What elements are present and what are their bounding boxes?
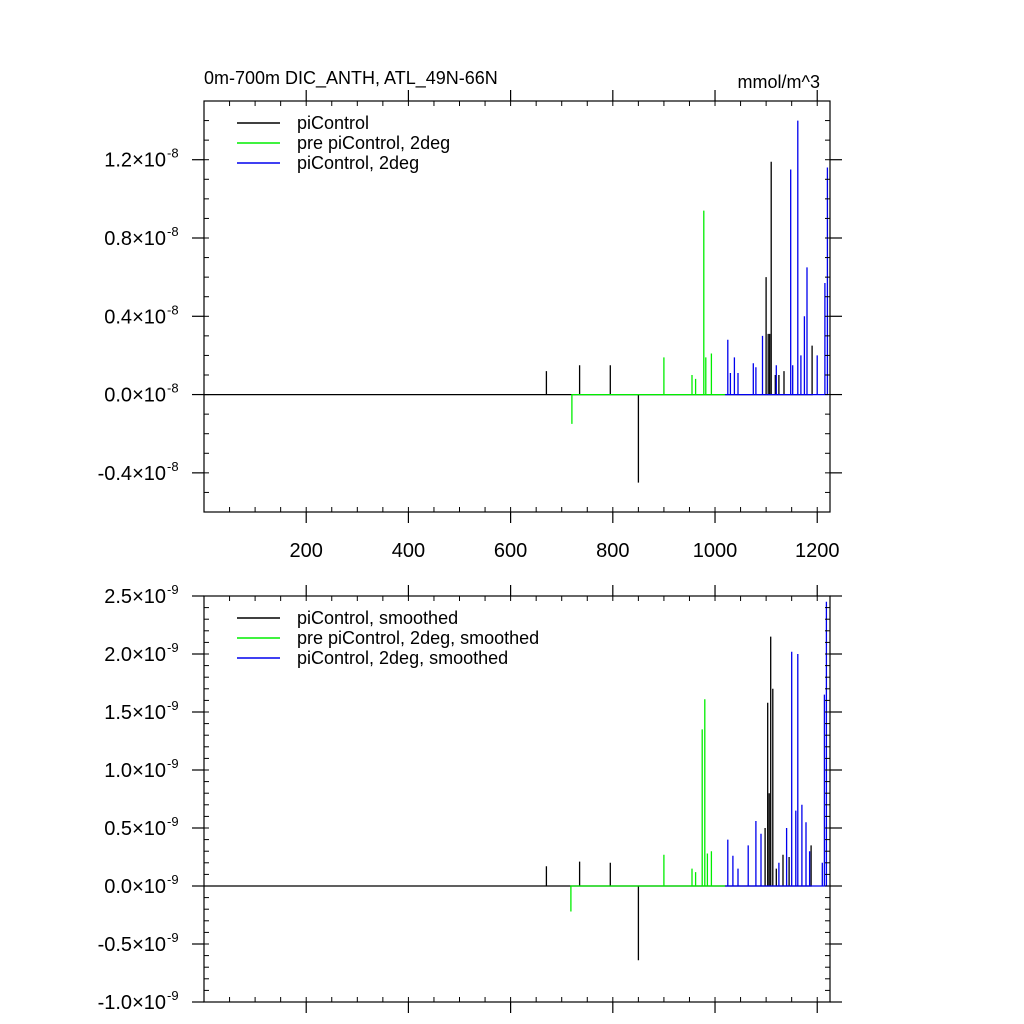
y-tick-exponent: -8 <box>167 224 179 239</box>
y-tick-exponent: -9 <box>167 988 179 1003</box>
chart-units: mmol/m^3 <box>737 72 820 92</box>
y-tick-label: 1.0×10 <box>104 760 166 782</box>
y-tick-label: 2.5×10 <box>104 586 166 608</box>
y-tick-exponent: -9 <box>167 640 179 655</box>
y-tick-label: 2.0×10 <box>104 644 166 666</box>
legend-label: pre piControl, 2deg, smoothed <box>297 628 540 648</box>
y-tick-exponent: -8 <box>167 380 179 396</box>
series-line-1 <box>204 637 811 961</box>
y-tick-label: 0.0×10 <box>104 384 166 407</box>
chart-panel-1 <box>98 68 842 562</box>
chart-title: 0m-700m DIC_ANTH, ATL_49N-66N <box>204 68 498 88</box>
y-tick-exponent: -9 <box>167 814 179 829</box>
y-tick-label: 0.5×10 <box>104 818 166 840</box>
y-tick-exponent: -9 <box>167 872 179 887</box>
legend-label: piControl, 2deg, smoothed <box>297 648 509 668</box>
y-tick-exponent: -9 <box>167 930 179 945</box>
y-tick-exponent: -8 <box>167 145 179 161</box>
y-tick-exponent: -9 <box>167 698 179 713</box>
y-tick-label: -0.4×10 <box>97 462 166 485</box>
y-tick-label: -0.5×10 <box>97 934 166 956</box>
series-line-2 <box>572 211 725 424</box>
series-line-3 <box>725 602 829 886</box>
legend-label: piControl, smoothed <box>297 608 459 628</box>
x-tick-label: 400 <box>391 540 426 562</box>
series-line-3 <box>725 121 828 395</box>
y-tick-exponent: -8 <box>167 458 179 474</box>
y-tick-label: 0.8×10 <box>104 228 166 250</box>
series-line-1 <box>204 162 812 483</box>
x-tick-label: 200 <box>289 540 323 562</box>
series-line-2 <box>571 699 725 911</box>
x-tick-label: 1000 <box>692 540 738 562</box>
x-tick-label: 600 <box>493 540 528 562</box>
legend-label: piControl <box>297 113 370 133</box>
y-tick-label: 0.0×10 <box>104 876 166 898</box>
y-tick-exponent: -9 <box>167 582 179 597</box>
chart-panel-2 <box>98 582 842 1014</box>
legend-label: piControl, 2deg <box>297 153 420 173</box>
y-tick-label: -1.0×10 <box>97 992 166 1014</box>
y-tick-label: 0.4×10 <box>104 306 166 329</box>
legend-label: pre piControl, 2deg <box>297 133 451 153</box>
y-tick-exponent: -8 <box>167 302 179 318</box>
y-tick-exponent: -9 <box>167 756 179 771</box>
y-tick-label: 1.2×10 <box>104 149 166 172</box>
x-tick-label: 1200 <box>794 540 840 562</box>
y-tick-label: 1.5×10 <box>104 702 166 724</box>
x-tick-label: 800 <box>596 540 630 562</box>
